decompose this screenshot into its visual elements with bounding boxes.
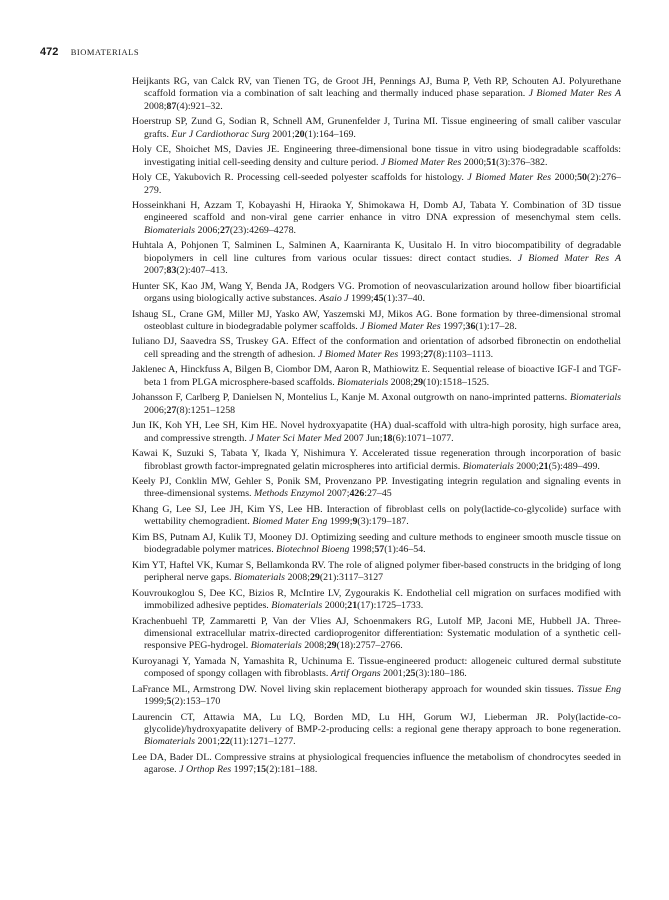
reference-year: 1999; [144,696,167,708]
reference-year: 2008; [301,640,327,652]
reference-entry [132,336,621,361]
reference-authors-title: Hunter SK, Kao JM, Wang Y, Benda JA, Rodgers VG. Promotion of neovascularization around hollow fiber bioartificial organs using biologically active substances. [132,280,621,305]
reference-pages: (10):1518–1525. [423,376,490,388]
reference-entry [132,240,621,277]
reference-entry [132,309,621,334]
reference-authors-title: Keely PJ, Conklin MW, Gehler S, Ponik SM, Provenzano PP. Investigating integrin regulation and signaling events in three-dimensional systems. [132,476,621,500]
reference-journal: Biomaterials [233,572,285,584]
reference-entry [132,144,621,169]
reference-authors-title: Holy CE, Yakubovich R. Processing cell-seeded polyester scaffolds for histology. [132,172,468,184]
reference-journal: J Biomed Mater Res [360,320,441,332]
reference-journal: J Mater Sci Mater Med [249,432,342,444]
reference-authors-title: Kawai K, Suzuki S, Tabata Y, Ikada Y, Nishimura Y. Accelerated tissue regeneration through incorporation of basic fibroblast growth factor-impregnated gelatin microspheres into artificial dermis. [132,448,621,472]
reference-authors-title: Johansson F, Carlberg P, Danielsen N, Montelius L, Kanje M. Axonal outgrowth on nano-imprinted patterns. [132,392,570,404]
reference-volume: 29 [413,376,424,388]
reference-year: 2006; [144,404,167,416]
reference-entry [132,712,621,749]
reference-journal: J Biomed Mater Res A [528,88,621,100]
reference-pages: (1):37–40. [383,293,425,305]
reference-volume: 18 [382,432,393,444]
reference-journal: J Biomed Mater Res [380,156,462,168]
reference-pages: (1):17–28. [475,320,517,332]
reference-entry [132,476,621,501]
reference-journal: Biotechnol Bioeng [276,544,350,556]
reference-entry [132,448,621,473]
reference-authors-title: Kouvroukoglou S, Dee KC, Bizios R, McIntire LV, Zygourakis K. Endothelial cell migration on surfaces modified with immobilized adhesive peptides. [132,587,621,612]
reference-journal: Biomaterials [144,736,196,748]
reference-pages: (2):153–170 [171,696,221,708]
reference-pages: (3):179–187. [357,516,409,528]
reference-authors-title: Khang G, Lee SJ, Lee JH, Kim YS, Lee HB. Interaction of fibroblast cells on poly(lactide-co-glycolide) surface with wettability chemogradient. [132,503,621,528]
reference-authors-title: Huhtala A, Pohjonen T, Salminen L, Salminen A, Kaarniranta K, Uusitalo H. In vitro biocompatibility of degradable biopolymers in cell line cultures from various ocular tissues: direct contact studies. [132,240,621,264]
reference-journal: J Biomed Mater Res [317,348,399,360]
reference-volume: 36 [465,320,476,332]
reference-entry [132,684,621,709]
reference-authors-title: Heijkants RG, van Calck RV, van Tienen TG, de Groot JH, Pennings AJ, Buma P, Veth RP, Schouten AJ. Polyurethane scaffold formation via a combination of salt leaching and thermally induced phase separation. [132,76,621,100]
reference-volume: 21 [347,600,358,612]
reference-year: 2008; [284,572,310,584]
page-number: 472 [40,46,59,58]
reference-year: 2000; [513,460,539,472]
reference-year: 2007; [324,488,350,500]
reference-volume: 426 [349,488,365,500]
reference-authors-title: Ishaug SL, Crane GM, Miller MJ, Yasko AW, Yaszemski MJ, Mikos AG. Bone formation by three-dimensional stromal osteoblast culture in biodegradable polymer scaffolds. [132,308,621,332]
reference-journal: Biomed Mater Eng [252,516,328,528]
reference-pages: (2):181–188. [266,764,318,776]
reference-volume: 20 [294,128,305,140]
reference-pages: :27–45 [364,488,392,500]
reference-entry [132,76,621,113]
reference-year: 1993; [398,348,424,360]
reference-entry [132,172,621,197]
reference-year: 1997; [440,320,466,332]
reference-entry [132,532,621,557]
reference-authors-title: Holy CE, Shoichet MS, Davies JE. Engineering three-dimensional bone tissue in vitro using biodegradable scaffolds: investigating initial cell-seeding density and culture period. [132,144,621,168]
reference-pages: (18):2757–2766. [336,640,403,652]
reference-year: 1997; [231,764,257,776]
reference-pages: (2):407–413. [176,265,228,277]
reference-volume: 29 [309,572,320,584]
reference-volume: 51 [486,156,497,168]
reference-list [132,76,621,780]
reference-volume: 83 [166,265,177,277]
reference-year: 2000; [322,600,348,612]
reference-volume: 29 [326,640,337,652]
reference-pages: (4):921–32. [176,100,223,112]
reference-journal: Methods Enzymol [253,488,325,500]
reference-volume: 50 [577,172,587,184]
reference-journal: J Biomed Mater Res A [517,252,622,264]
reference-pages: (8):1103–1113. [433,348,494,360]
reference-entry [132,364,621,389]
reference-volume: 27 [166,404,177,416]
reference-entry [132,504,621,529]
reference-year: 2008; [388,376,414,388]
reference-entry [132,656,621,681]
reference-authors-title: Jun IK, Koh YH, Lee SH, Kim HE. Novel hydroxyapatite (HA) dual-scaffold with ultra-high porosity, high surface area, and compressive strength. [132,420,621,444]
reference-year: 2001; [195,736,220,748]
reference-entry [132,752,621,777]
reference-year: 2001; [380,668,406,680]
reference-year: 1999; [348,293,374,305]
reference-entry [132,560,621,585]
reference-journal: Biomaterials [144,224,196,236]
reference-volume: 25 [405,668,416,680]
reference-authors-title: Kim YT, Haftel VK, Kumar S, Bellamkonda RV. The role of aligned polymer fiber-based constructs in the bridging of long peripheral nerve gaps. [132,559,621,584]
reference-pages: (3):376–382. [496,156,548,168]
reference-journal: Biomaterials [569,392,621,404]
reference-volume: 87 [166,100,177,112]
reference-pages: (21):3117–3127 [319,572,384,584]
reference-authors-title: Laurencin CT, Attawia MA, Lu LQ, Borden MD, Lu HH, Gorum WJ, Lieberman JR. Poly(lactide-co-glycolide)/hydroxyapatite delivery of BMP-2-producing cells: a regional gene therapy approach to bone regeneration. [132,711,621,736]
reference-year: 2000; [461,156,487,168]
reference-entry [132,420,621,445]
reference-journal: Biomaterials [271,600,323,612]
reference-authors-title: Kim BS, Putnam AJ, Kulik TJ, Mooney DJ. Optimizing seeding and culture methods to engineer smooth muscle tissue on biodegradable polymer matrices. [132,531,621,556]
reference-journal: Eur J Cardiothorac Surg [171,128,270,140]
reference-volume: 45 [373,293,384,305]
reference-journal: J Orthop Res [179,764,232,776]
reference-volume: 9 [352,516,358,528]
reference-journal: Biomaterials [250,640,302,652]
reference-pages: (1):46–54. [384,544,426,556]
reference-authors-title: Kuroyanagi Y, Yamada N, Yamashita R, Uchinuma E. Tissue-engineered product: allogeneic cultured dermal substitute composed of spongy collagen with fibroblasts. [132,655,621,680]
reference-journal: J Biomed Mater Res [467,172,552,184]
reference-volume: 27 [220,224,230,236]
reference-journal: Artif Organs [330,668,381,680]
reference-pages: (3):180–186. [415,668,467,680]
reference-entry [132,616,621,653]
reference-pages: (1):164–169. [304,128,356,140]
reference-pages: (8):1251–1258 [176,404,236,416]
reference-volume: 15 [256,764,267,776]
reference-pages: (11):1271–1277. [229,736,296,748]
reference-authors-title: Hoerstrup SP, Zund G, Sodian R, Schnell AM, Grunenfelder J, Turina MI. Tissue engineering of small caliber vascular grafts. [132,116,621,140]
reference-volume: 21 [538,460,549,472]
reference-pages: (5):489–499. [548,460,600,472]
reference-entry [132,281,621,306]
reference-authors-title: Lee DA, Bader DL. Compressive strains at physiological frequencies influence the metabolism of chondrocytes seeded in agarose. [132,751,621,776]
reference-year: 2007 Jun; [341,432,383,444]
page-header [40,46,139,58]
running-title: BIOMATERIALS [70,47,140,57]
reference-volume: 22 [220,736,230,748]
reference-pages: (2):276–279. [144,172,621,196]
reference-pages: (17):1725–1733. [357,600,424,612]
reference-year: 1998; [349,544,375,556]
reference-journal: Biomaterials [462,460,514,472]
reference-authors-title: LaFrance ML, Armstrong DW. Novel living skin replacement biotherapy approach for wounded skin tissues. [132,683,578,695]
reference-journal: Tissue Eng [577,683,622,695]
reference-volume: 57 [374,544,385,556]
reference-year: 1999; [327,516,353,528]
reference-pages: (6):1071–1077. [392,432,454,444]
reference-entry [132,392,621,417]
reference-authors-title: Krachenbuehl TP, Zammaretti P, Van der Vlies AJ, Schoenmakers RG, Lutolf MP, Jaconi ME, Hubbell JA. Three-dimensional extracellular matrix-directed cardioprogenitor differentiation: Systematic modulation of a synthetic cell-responsive PEG-hydrogel. [132,615,621,652]
reference-pages: (23):4269–4278. [229,224,296,236]
reference-entry [132,200,621,237]
reference-authors-title: Iuliano DJ, Saavedra SS, Truskey GA. Effect of the conformation and orientation of adsorbed fibronectin on endothelial cell spreading and the strength of adhesion. [132,336,621,360]
reference-journal: Biomaterials [337,376,389,388]
reference-entry [132,588,621,613]
reference-year: 2001; [269,128,295,140]
reference-year: 2000; [551,172,578,184]
reference-volume: 5 [166,696,172,708]
reference-authors-title: Jaklenec A, Hinckfuss A, Bilgen B, Ciombor DM, Aaron R, Mathiowitz E. Sequential release of bioactive IGF-I and TGF-beta 1 from PLGA microsphere-based scaffolds. [132,364,621,388]
reference-authors-title: Hosseinkhani H, Azzam T, Kobayashi H, Hiraoka Y, Shimokawa H, Domb AJ, Tabata Y. Combination of 3D tissue engineered scaffold and non-viral gene carrier enhance in vitro DNA expression of mesenchymal stem cells. [132,200,621,224]
reference-entry [132,116,621,141]
reference-year: 2006; [195,224,220,236]
reference-journal: Asaio J [319,293,349,305]
reference-year: 2007; [144,265,167,277]
reference-year: 2008; [144,100,167,112]
reference-volume: 27 [423,348,434,360]
